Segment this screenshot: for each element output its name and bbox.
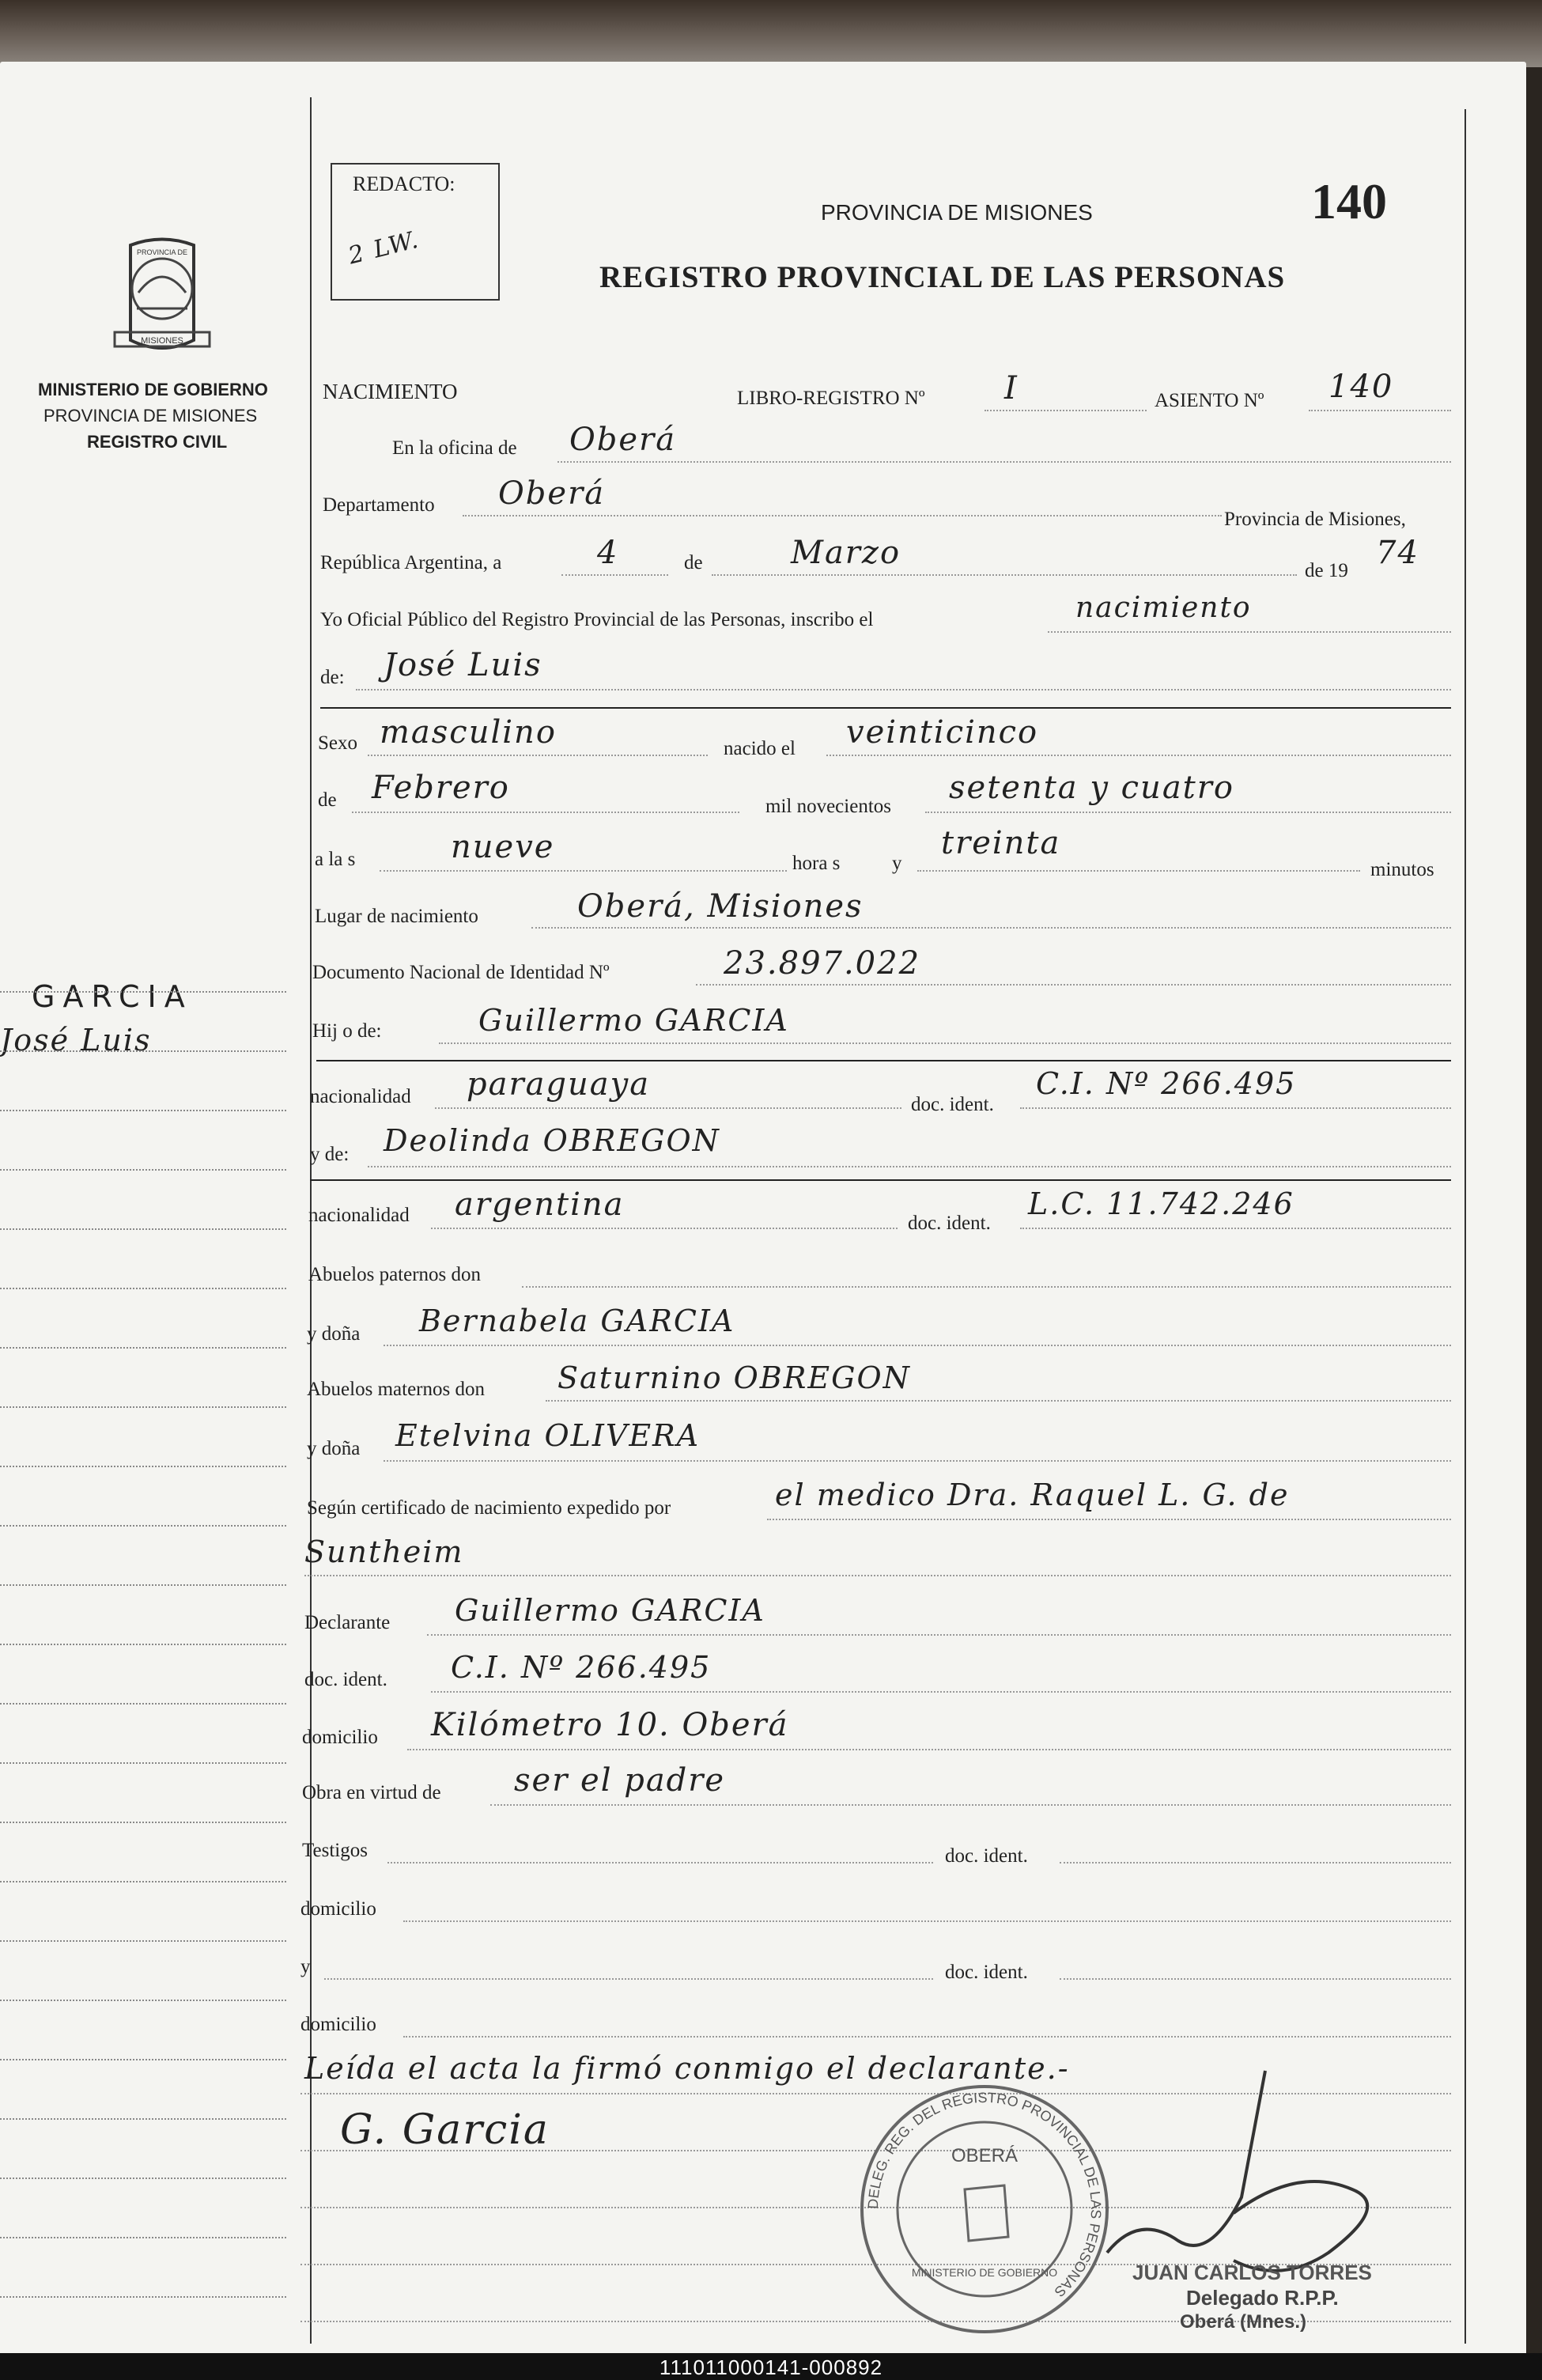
obra-value: ser el padre [514,1762,726,1799]
doc-decl-line [431,1691,1451,1693]
doc-madre-line [1020,1228,1451,1229]
obra-line [490,1804,1451,1806]
sidebar-province: PROVINCIA DE MISIONES [43,406,258,426]
abuelos-mat-label: Abuelos maternos don [307,1379,485,1400]
domicilio2-line [403,1920,1451,1922]
officer-name: JUAN CARLOS TORRES [1132,2261,1372,2284]
sexo-line [368,755,708,756]
oficina-label: En la oficina de [392,437,517,459]
domicilio-line [407,1749,1451,1750]
abuela-mat-value: Etelvina OLIVERA [395,1418,701,1453]
doc-decl-value: C.I. Nº 266.495 [451,1650,712,1685]
certificado-value-2: Suntheim [304,1534,464,1569]
yde-label: y de: [310,1144,350,1165]
minutos-value: treinta [941,825,1061,861]
page-number: 140 [1311,173,1387,229]
declarant-signature: G. Garcia [340,2106,550,2154]
doc-madre-value: L.C. 11.742.246 [1028,1186,1294,1221]
oficina-line [557,461,1451,463]
sidebar-ministry: MINISTERIO DE GOBIERNO [38,380,268,399]
oficina-value: Oberá [569,422,677,458]
mil-label: mil novecientos [765,796,891,817]
nac-madre-line [431,1228,898,1229]
republica-label: República Argentina, a [320,552,502,573]
anio-value: 74 [1376,535,1419,571]
nac-padre-label: nacionalidad [310,1086,411,1107]
abuela-pat-value: Bernabela GARCIA [419,1304,735,1338]
madre-line [368,1166,1451,1167]
oficial-label: Yo Oficial Público del Registro Provincial de las Personas, inscribo el [320,609,874,630]
certificado-label: Según certificado de nacimiento expedido por [307,1497,671,1519]
doc-padre-value: C.I. Nº 266.495 [1036,1066,1297,1101]
seal-text-top: PROVINCIA DE [136,248,188,256]
nacido-value: veinticinco [846,714,1039,751]
departamento-value: Oberá [498,475,606,512]
seal-text-bottom: MISIONES [141,336,183,346]
nacido-label: nacido el [724,738,796,759]
madre-rule [310,1179,1451,1181]
oficial-line [1048,631,1451,633]
doc-padre-line [1020,1107,1451,1109]
margin-name: José Luis [0,1023,152,1058]
lugar-label: Lugar de nacimiento [315,906,478,927]
nombre-value: José Luis [384,647,542,683]
horas-label: hora s [792,853,841,874]
dia-line [561,574,668,576]
domicilio-label: domicilio [302,1727,378,1748]
header-province: PROVINCIA DE MISIONES [821,200,1093,225]
header-registry: REGISTRO PROVINCIAL DE LAS PERSONAS [599,260,1286,294]
declarante-line [427,1634,1451,1636]
redacto-label: REDACTO: [353,172,455,195]
book-spine-strip [0,0,1542,67]
declarante-label: Declarante [304,1612,391,1633]
libro-value: I [1004,370,1019,407]
abuelos-pat-line [522,1286,1451,1288]
abuelo-mat-value: Saturnino OBREGON [557,1360,911,1395]
nac-madre-value: argentina [455,1186,625,1223]
dni-label: Documento Nacional de Identidad Nº [312,962,610,983]
alas-label: a la s [315,849,356,870]
ydona-mat-label: y doña [307,1438,361,1459]
madre-value: Deolinda OBREGON [384,1123,720,1158]
nombre-line [356,689,1451,691]
asiento-value: 140 [1328,369,1394,405]
lugar-line [531,927,1451,929]
minutos-label: minutos [1370,859,1434,880]
mes-value: Marzo [791,535,901,571]
de2-label: de: [320,667,345,688]
mes-line [712,574,1297,576]
nac-padre-line [435,1107,901,1109]
sexo-value: masculino [380,714,557,751]
dia-value: 4 [597,535,619,571]
y2-line [324,1978,933,1980]
sidebar-civil: REGISTRO CIVIL [87,432,228,452]
abuelos-mat-line [546,1400,1451,1402]
officer-place: Oberá (Mnes.) [1180,2311,1307,2333]
y-label: y [892,853,902,874]
frame-right-line [1465,109,1466,2344]
domicilio-value: Kilómetro 10. Oberá [431,1707,789,1743]
document-id: 111011000141-000892 [659,2355,883,2379]
dni-value: 23.897.022 [724,945,921,982]
testigos-line [387,1862,933,1864]
margin-surname: GARCIA [32,979,193,1014]
stamp-ring-text: DELEG. REG. DEL REGISTRO PROVINCIAL DE LAS PERSONAS [864,2089,1105,2300]
anio-nac-line [925,812,1451,813]
stamp-bottom-text: MINISTERIO DE GOBIERNO [911,2266,1058,2279]
doc3-label: doc. ident. [945,1962,1028,1983]
doc3-line [1060,1978,1451,1980]
domicilio2-label: domicilio [300,1898,376,1920]
record-type: NACIMIENTO [323,380,458,403]
testigos-label: Testigos [302,1840,368,1861]
lugar-value: Oberá, Misiones [577,888,864,925]
de-label: de [684,552,703,573]
certificado-value-1: el medico Dra. Raquel L. G. de [775,1478,1290,1512]
mes-nac-line [352,812,739,813]
register-page [0,62,1526,2355]
doc-madre-label: doc. ident. [908,1213,991,1234]
y2-label: y [300,1956,311,1977]
hijo-label: Hij o de: [312,1020,382,1042]
closing-text: Leída el acta la firmó conmigo el declarante.- [304,2051,1070,2086]
nac-padre-value: paraguaya [467,1066,651,1103]
abuelos-pat-label: Abuelos paternos don [308,1264,482,1285]
oficial-value: nacimiento [1075,592,1252,624]
redacto-value: 2 LW. [346,225,422,271]
padre-rule [316,1060,1451,1061]
official-stamp [854,2079,1115,2340]
abuela-pat-line [384,1345,1451,1346]
doc-decl-label: doc. ident. [304,1669,387,1690]
ydona-pat-label: y doña [307,1323,361,1345]
nombre-rule [320,707,1451,709]
padre-value: Guillermo GARCIA [478,1003,789,1038]
certificado-line [767,1519,1451,1520]
domicilio3-line [403,2036,1451,2038]
coat-of-arms-seal [99,229,225,364]
officer-title: Delegado R.P.P. [1186,2286,1339,2310]
hora-value: nueve [451,829,555,865]
de3-label: de [318,789,337,811]
testigos-doc-label: doc. ident. [945,1845,1028,1867]
dni-line [696,984,1451,986]
redacto-box [331,163,500,301]
doc-padre-label: doc. ident. [911,1094,994,1115]
asiento-line [1309,410,1451,411]
obra-label: Obra en virtud de [302,1782,441,1803]
stamp-top-text: OBERÁ [951,2145,1019,2166]
nac-madre-label: nacionalidad [308,1205,410,1226]
padre-line [439,1042,1451,1044]
domicilio3-label: domicilio [300,2014,376,2035]
nacido-line [826,755,1451,756]
minutos-line [917,870,1360,872]
departamento-line [463,515,1222,516]
mes-nac-value: Febrero [372,770,510,806]
sexo-label: Sexo [318,732,357,754]
libro-line [985,410,1147,411]
testigos-doc-line [1060,1862,1451,1864]
officer-signature [1091,2055,1423,2284]
anio-nac-value: setenta y cuatro [949,770,1234,806]
certificado-line-2 [304,1575,1451,1576]
hora-line [380,870,787,872]
departamento-label: Departamento [323,494,435,516]
abuela-mat-line [384,1460,1451,1462]
declarante-value: Guillermo GARCIA [455,1593,765,1628]
asiento-label: ASIENTO Nº [1155,390,1264,411]
libro-label: LIBRO-REGISTRO Nº [737,388,925,409]
de-anio-label: de 19 [1305,560,1348,581]
provincia-label: Provincia de Misiones, [1224,509,1406,530]
